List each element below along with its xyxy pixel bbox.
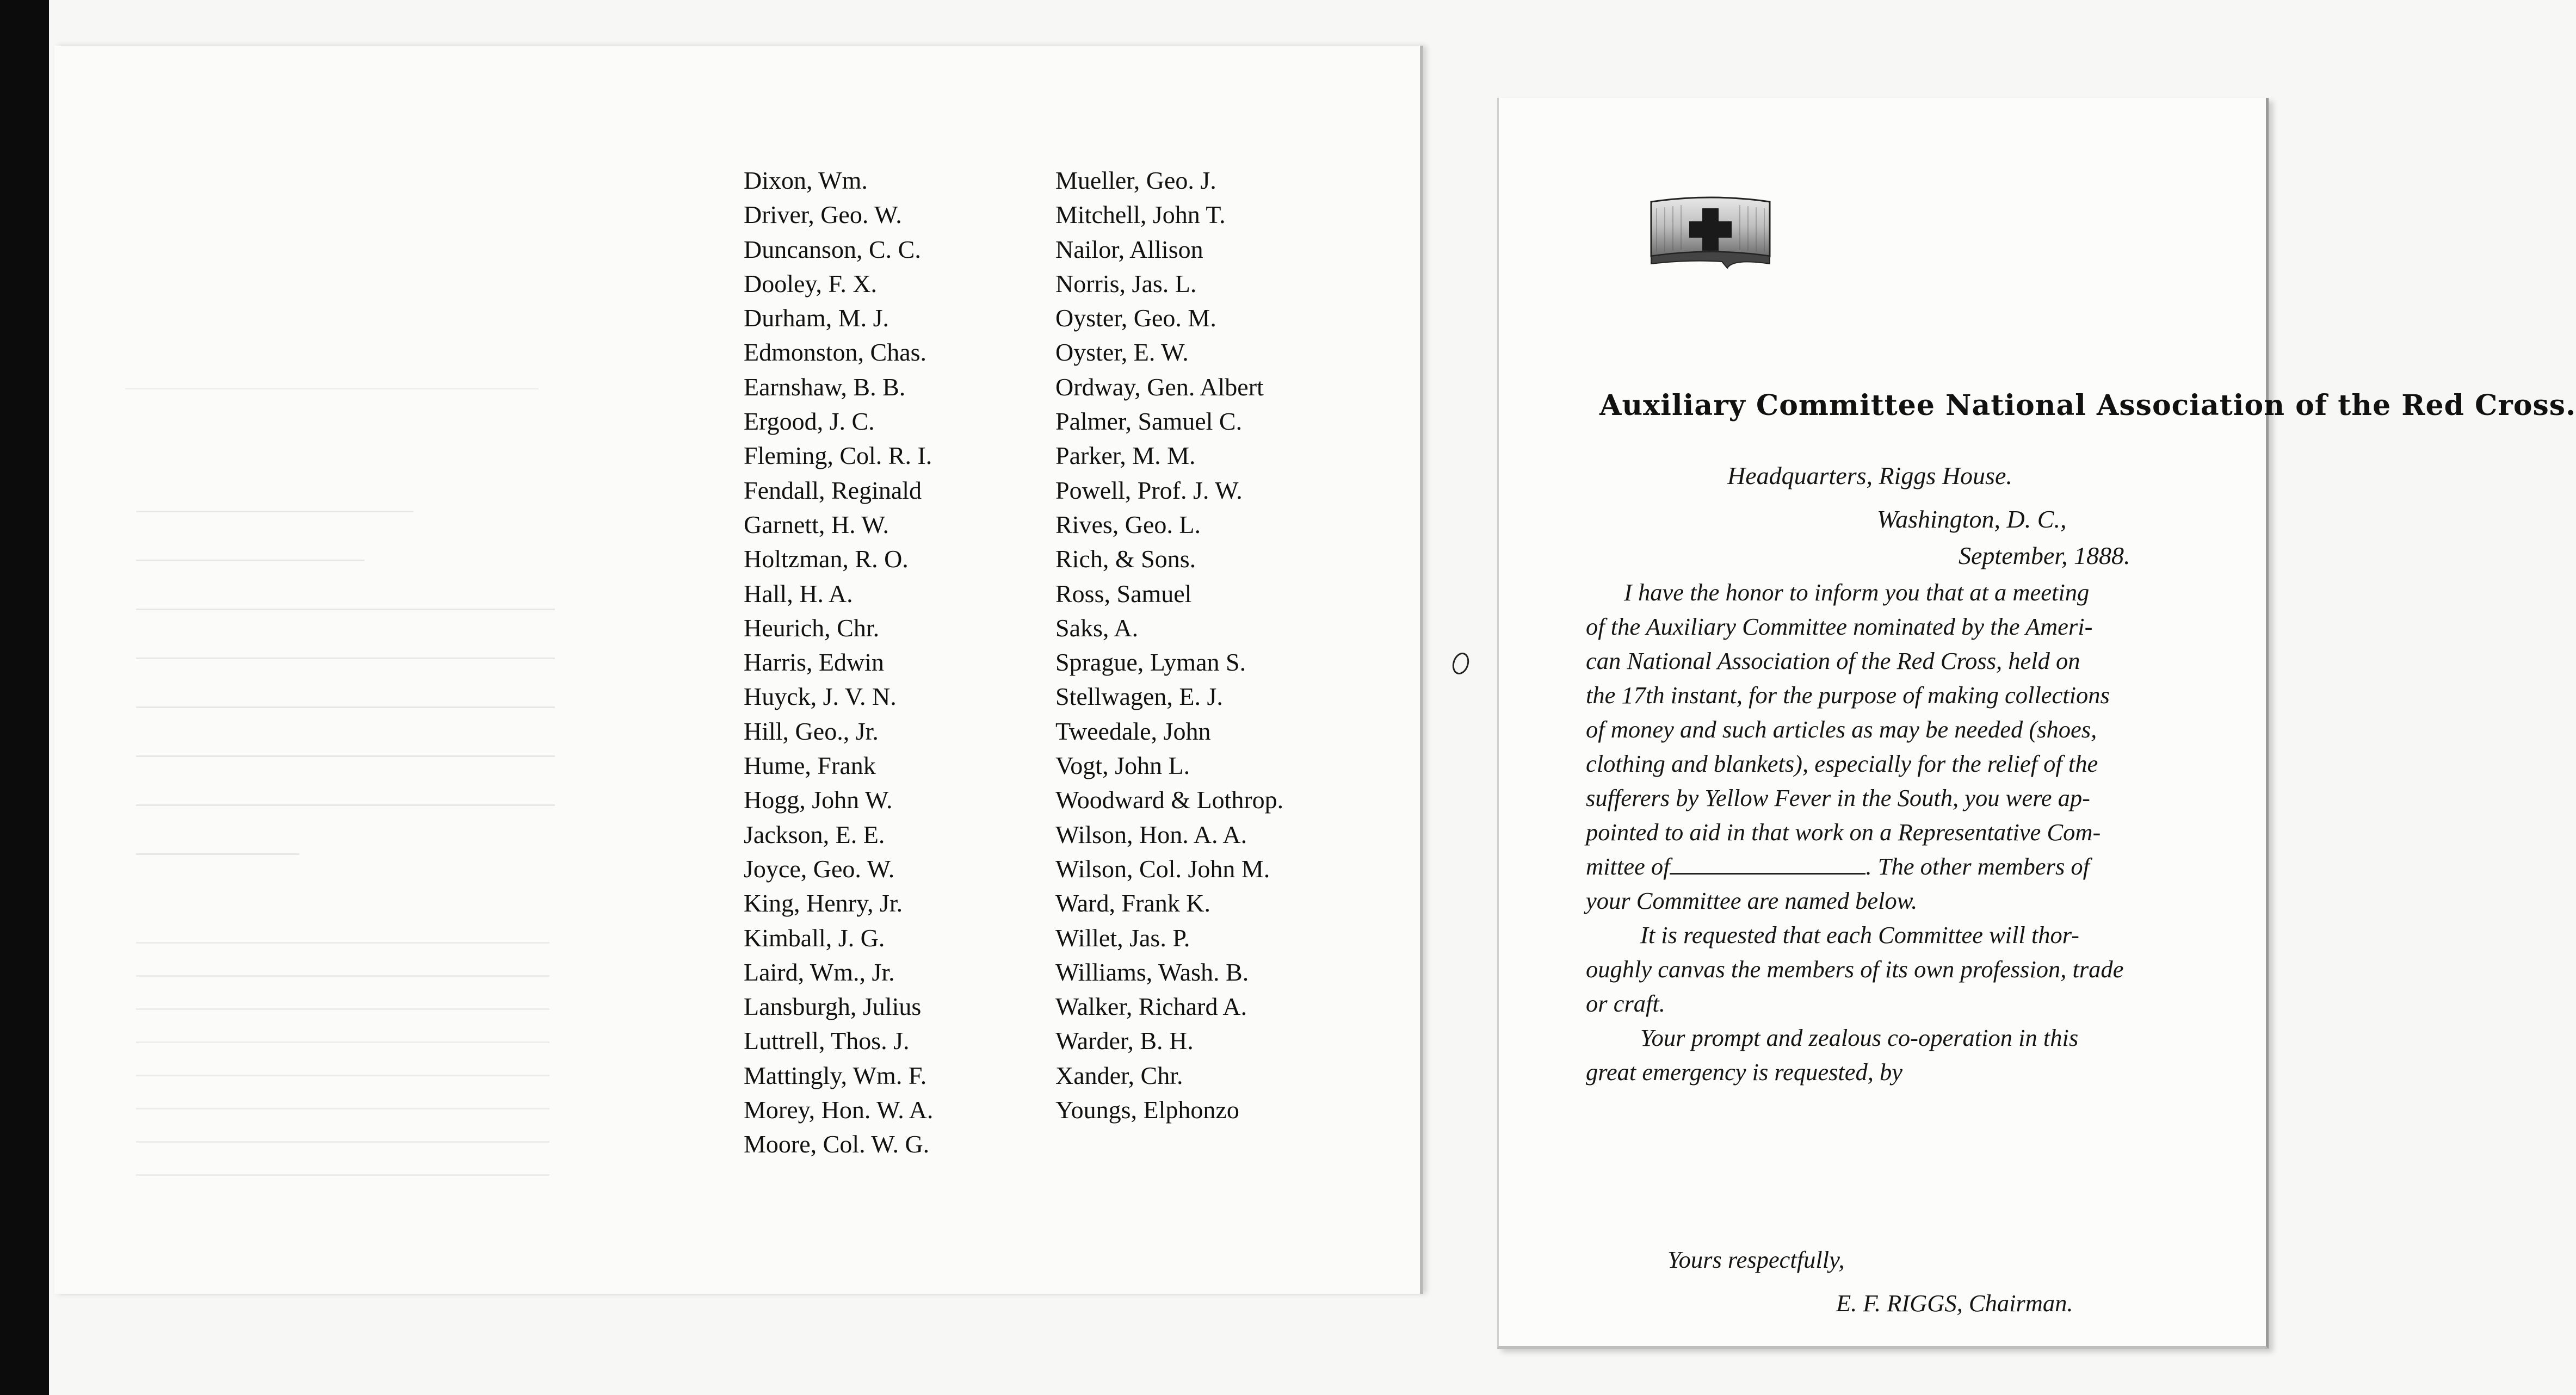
member-name: Tweedale, John bbox=[1055, 717, 1211, 745]
member-name: Rich, & Sons. bbox=[1055, 545, 1196, 573]
member-name: Ergood, J. C. bbox=[744, 407, 875, 436]
member-name: Ross, Samuel bbox=[1055, 579, 1192, 607]
body-line: . The other members of bbox=[1865, 853, 2090, 880]
member-list-column-2 bbox=[1055, 163, 1283, 1127]
bleed-through-line bbox=[136, 560, 365, 572]
body-line: the 17th instant, for the purpose of making collections bbox=[1586, 681, 2110, 709]
body-line: can National Association of the Red Cross, held on bbox=[1586, 647, 2080, 674]
body-line: of the Auxiliary Committee nominated by the Ameri- bbox=[1586, 613, 2093, 640]
member-name: Hill, Geo., Jr. bbox=[744, 717, 879, 745]
bleed-through-line bbox=[136, 609, 555, 621]
right-page bbox=[1497, 98, 2576, 1349]
red-cross-armband-icon bbox=[1646, 192, 1775, 274]
body-line: or craft. bbox=[1586, 990, 1665, 1017]
date-line: September, 1888. bbox=[1959, 542, 2130, 569]
member-name: Huyck, J. V. N. bbox=[744, 683, 897, 711]
member-name: Heurich, Chr. bbox=[744, 613, 880, 642]
member-name: Hall, H. A. bbox=[744, 579, 853, 607]
member-name: Luttrell, Thos. J. bbox=[744, 1027, 910, 1055]
committee-blank-line bbox=[1586, 850, 2266, 884]
bleed-through-list bbox=[136, 910, 549, 1193]
member-name: Durham, M. J. bbox=[744, 304, 889, 332]
body-line: pointed to aid in that work on a Representative Com- bbox=[1586, 819, 2101, 846]
member-name: Nailor, Allison bbox=[1055, 235, 1203, 263]
member-name: Walker, Richard A. bbox=[1055, 993, 1247, 1021]
member-name: Williams, Wash. B. bbox=[1055, 958, 1249, 986]
member-name: Norris, Jas. L. bbox=[1055, 269, 1197, 297]
member-name: Driver, Geo. W. bbox=[744, 201, 902, 229]
member-name: Ward, Frank K. bbox=[1055, 889, 1211, 917]
member-name: Oyster, E. W. bbox=[1055, 338, 1189, 367]
member-name: Kimball, J. G. bbox=[744, 923, 885, 952]
member-name: Morey, Hon. W. A. bbox=[744, 1096, 934, 1124]
scan-edge-strip bbox=[0, 0, 49, 1395]
member-name: Earnshaw, B. B. bbox=[744, 373, 906, 401]
member-name: Parker, M. M. bbox=[1055, 442, 1196, 470]
member-name: Wilson, Hon. A. A. bbox=[1055, 820, 1247, 848]
headquarters-line: Headquarters, Riggs House. bbox=[1727, 462, 2012, 489]
member-name: Fendall, Reginald bbox=[744, 476, 922, 504]
member-name: Duncanson, C. C. bbox=[744, 235, 921, 263]
member-name: Xander, Chr. bbox=[1055, 1061, 1183, 1089]
member-name: Woodward & Lothrop. bbox=[1055, 786, 1284, 814]
letter-body bbox=[1586, 575, 2266, 1089]
member-name: Holtzman, R. O. bbox=[744, 545, 909, 573]
member-name: Powell, Prof. J. W. bbox=[1055, 476, 1243, 504]
bleed-through-line bbox=[136, 658, 555, 670]
margin-mark bbox=[1444, 647, 1477, 680]
member-name: Mattingly, Wm. F. bbox=[744, 1061, 927, 1089]
member-name: Ordway, Gen. Albert bbox=[1055, 373, 1264, 401]
member-name: Warder, B. H. bbox=[1055, 1027, 1194, 1055]
body-line: It is requested that each Committee will thor- bbox=[1640, 921, 2079, 948]
body-line: of money and such articles as may be needed (shoes, bbox=[1586, 716, 2097, 743]
committee-name-blank[interactable] bbox=[1670, 852, 1865, 875]
member-name: Palmer, Samuel C. bbox=[1055, 407, 1243, 436]
body-line: great emergency is requested, by bbox=[1586, 1058, 1902, 1086]
member-name: Stellwagen, E. J. bbox=[1055, 683, 1223, 711]
member-name: Mitchell, John T. bbox=[1055, 201, 1226, 229]
bleed-through-line bbox=[136, 706, 555, 719]
body-line: clothing and blankets), especially for the relief of the bbox=[1586, 750, 2098, 777]
member-name: King, Henry, Jr. bbox=[744, 889, 903, 917]
letterhead-title: Auxiliary Committee National Association of the Red Cross. bbox=[1599, 389, 2576, 422]
bleed-through-line bbox=[136, 853, 299, 866]
member-name: Joyce, Geo. W. bbox=[744, 854, 895, 883]
member-name: Rives, Geo. L. bbox=[1055, 510, 1201, 538]
member-name: Harris, Edwin bbox=[744, 648, 885, 677]
closing-line: Yours respectfully, bbox=[1667, 1246, 1845, 1273]
member-name: Willet, Jas. P. bbox=[1055, 923, 1190, 952]
bleed-through-line bbox=[136, 755, 555, 768]
body-line: sufferers by Yellow Fever in the South, you were ap- bbox=[1586, 784, 2090, 811]
member-name: Saks, A. bbox=[1055, 613, 1139, 642]
bleed-through-line bbox=[136, 804, 555, 817]
bleed-through-heading bbox=[125, 356, 539, 389]
member-name: Wilson, Col. John M. bbox=[1055, 854, 1270, 883]
member-name: Mueller, Geo. J. bbox=[1055, 166, 1216, 194]
member-name: Moore, Col. W. G. bbox=[744, 1130, 930, 1158]
member-name: Jackson, E. E. bbox=[744, 820, 885, 848]
member-name: Hume, Frank bbox=[744, 752, 876, 780]
member-name: Edmonston, Chas. bbox=[744, 338, 927, 367]
member-name: Dixon, Wm. bbox=[744, 166, 868, 194]
body-line: oughly canvas the members of its own profession, trade bbox=[1586, 956, 2124, 983]
member-name: Youngs, Elphonzo bbox=[1055, 1096, 1239, 1124]
member-name: Vogt, John L. bbox=[1055, 752, 1190, 780]
member-name: Garnett, H. W. bbox=[744, 510, 889, 538]
bleed-through-line bbox=[136, 511, 413, 523]
member-name: Fleming, Col. R. I. bbox=[744, 442, 932, 470]
body-line: I have the honor to inform you that at a meeting bbox=[1624, 579, 2090, 606]
member-name: Hogg, John W. bbox=[744, 786, 893, 814]
member-list-column-1 bbox=[744, 163, 933, 1162]
member-name: Laird, Wm., Jr. bbox=[744, 958, 895, 986]
body-line: mittee of bbox=[1586, 853, 1670, 880]
body-line: Your prompt and zealous co-operation in this bbox=[1640, 1024, 2079, 1051]
member-name: Lansburgh, Julius bbox=[744, 993, 922, 1021]
signature-line: E. F. RIGGS, Chairman. bbox=[1836, 1289, 2073, 1317]
member-name: Dooley, F. X. bbox=[744, 269, 878, 297]
member-name: Oyster, Geo. M. bbox=[1055, 304, 1216, 332]
member-name: Sprague, Lyman S. bbox=[1055, 648, 1246, 677]
body-line: your Committee are named below. bbox=[1586, 887, 1918, 914]
place-line: Washington, D. C., bbox=[1877, 505, 2067, 533]
